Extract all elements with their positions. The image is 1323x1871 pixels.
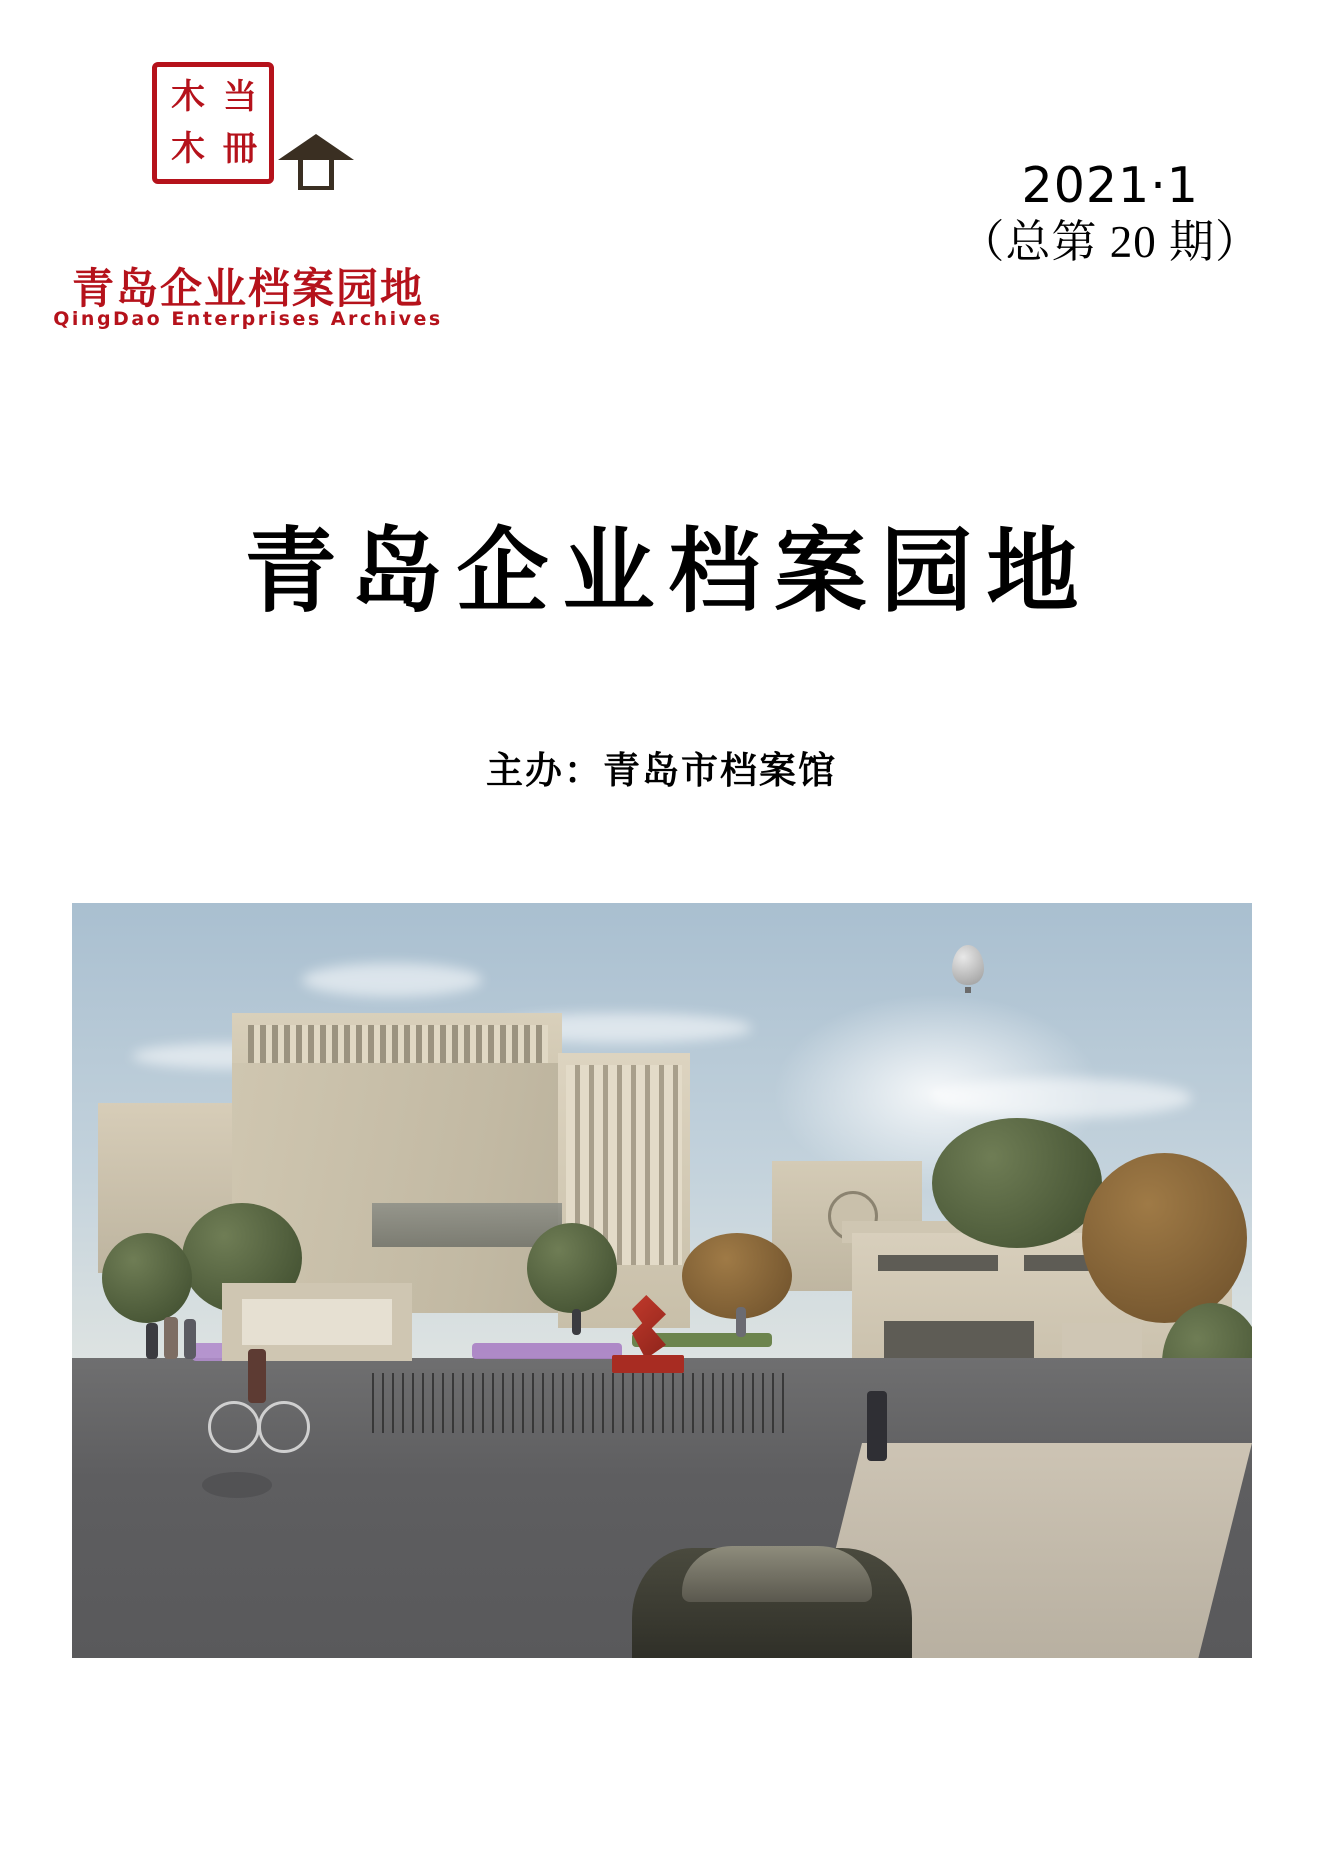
bicycle-wheel	[258, 1401, 310, 1453]
logo-chinese-name: 青岛企业档案园地	[71, 264, 424, 313]
gatehouse-opening	[878, 1255, 998, 1271]
seal-glyph: 木	[171, 129, 203, 169]
cyclist	[248, 1349, 266, 1403]
pedestrian	[736, 1307, 746, 1337]
notice-board-panel	[242, 1299, 392, 1345]
logo-english-name: QingDao Enterprises Archives	[53, 308, 443, 330]
pavilion-icon	[278, 134, 354, 194]
entrance-fence	[372, 1373, 792, 1433]
wave-shape-white	[226, 206, 386, 236]
seal-glyph: 当	[223, 77, 255, 117]
pedestrian	[867, 1391, 887, 1461]
flower-bed	[472, 1343, 622, 1359]
pavilion-roof	[278, 134, 354, 160]
pavilion-body	[298, 160, 334, 190]
pedestrian	[146, 1323, 158, 1359]
entrance-sign	[612, 1355, 684, 1373]
cloud-shape	[302, 963, 482, 997]
tree	[527, 1223, 617, 1313]
publisher-line: 主办：青岛市档案馆	[486, 751, 837, 792]
seal-glyph: 冊	[223, 129, 255, 169]
seal-stamp-icon	[152, 62, 274, 184]
tree-autumn	[682, 1233, 792, 1319]
pedestrian	[572, 1309, 581, 1335]
page-title: 青岛企业档案园地	[244, 517, 1093, 625]
issue-info	[959, 158, 1261, 271]
wave-shape-blue	[226, 220, 386, 240]
car-rear-window	[682, 1546, 872, 1602]
masthead-logo	[30, 56, 450, 346]
tree-autumn	[1082, 1153, 1247, 1323]
cloud-shape	[932, 1078, 1192, 1118]
cover-illustration	[72, 903, 1252, 1658]
tree	[932, 1118, 1102, 1248]
manhole-cover	[202, 1472, 272, 1498]
tree	[102, 1233, 192, 1323]
seal-glyph: 木	[171, 77, 203, 117]
pedestrian	[184, 1319, 196, 1359]
issue-number: （总第 20 期）	[959, 217, 1261, 268]
issue-date: 2021·1	[1021, 157, 1199, 214]
bicycle-wheel	[208, 1401, 260, 1453]
cover-header	[0, 48, 1323, 348]
hot-air-balloon-icon	[952, 945, 984, 985]
glass-curtain-band	[372, 1203, 562, 1247]
pedestrian	[164, 1317, 178, 1359]
